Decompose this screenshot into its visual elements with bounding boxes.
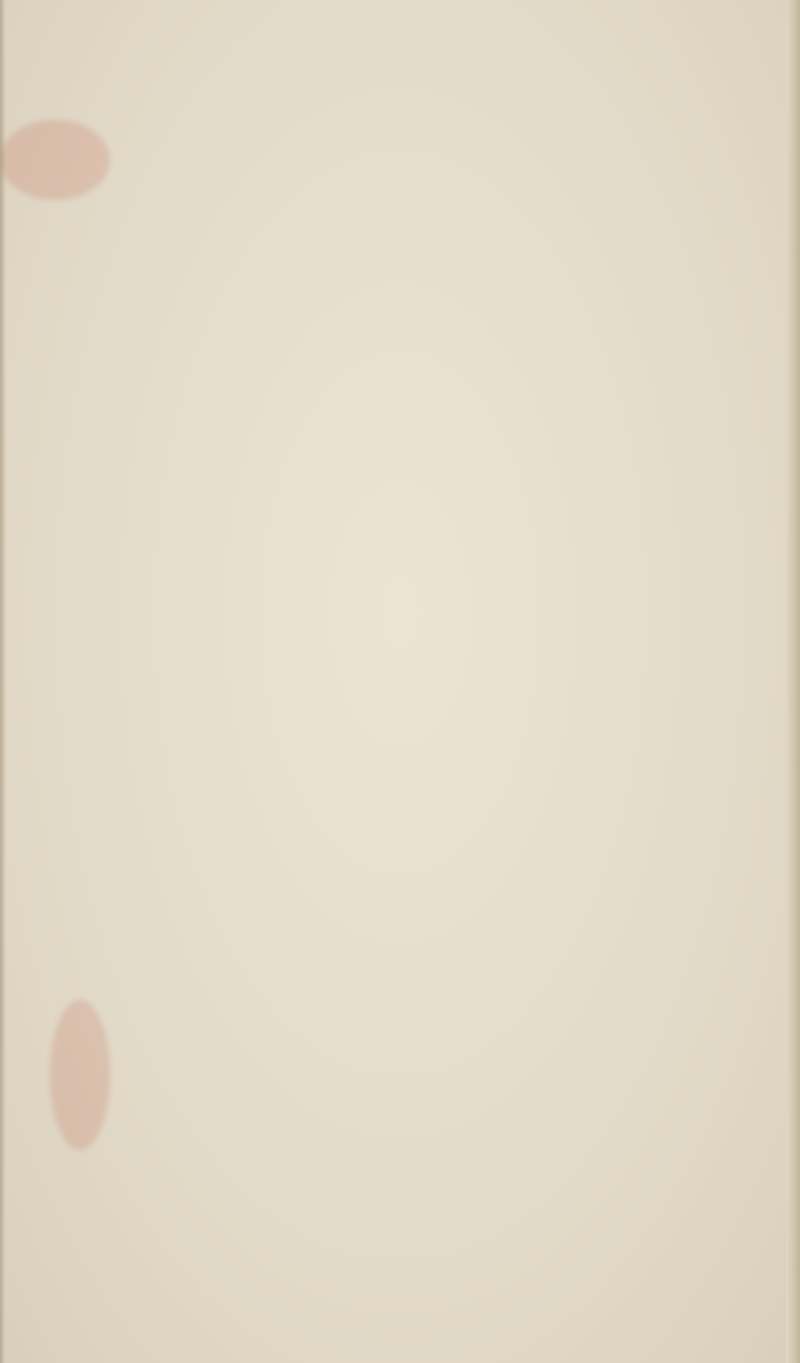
page-outer-edge [786,0,800,1363]
page-gutter-edge [0,0,6,1363]
ink-offset-stain [50,1000,110,1150]
page-header [115,36,755,76]
ink-offset-stain [0,120,110,200]
